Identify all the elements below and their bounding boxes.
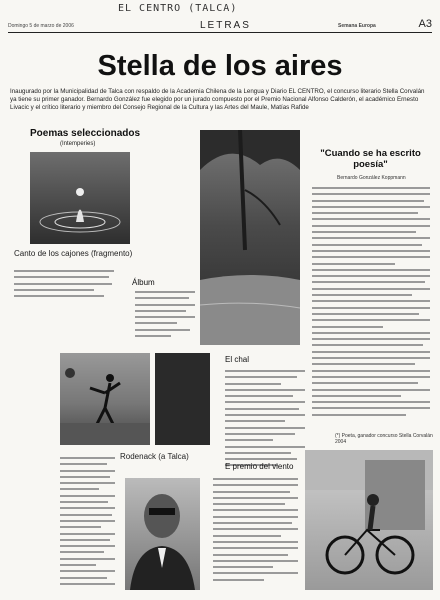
album-text [135, 291, 195, 341]
river-tree-photo [200, 130, 300, 345]
canto-caption: Canto de los cajones (fragmento) [14, 249, 133, 258]
rodenack-text [60, 457, 115, 589]
chal-text [225, 370, 305, 471]
premio-title: E premio del viento [225, 462, 294, 471]
tree-dark-photo [155, 353, 210, 445]
rodenack-caption: Rodenack (a Talca) [120, 452, 189, 461]
page-title: Stella de los aires [97, 50, 343, 82]
poet-portrait-photo [125, 478, 200, 590]
section-name: LETRAS [200, 20, 251, 31]
chal-title: El chal [225, 355, 250, 364]
right-column-byline: Bernardo González Koppmann [337, 175, 406, 181]
lead-paragraph: Inaugurado por la Municipalidad de Talca con respaldo de la Academia Chilena de la Lengua y Diario EL CENTRO, el concurso literario Stella Corvalán ya tiene su primer ganador. Bernardo González fue elegido por un jurado compuesto por el Premio Nacional Alfonso Calderón, el académico Ernesto Livacic y el crítico literario y miembro del Consejo Regional de la Cultura y las Artes del Maule, Matías Rafide [10, 88, 425, 112]
photo-credit-caption: (*) Poeta, ganador concurso Stella Corvalán 2004 [335, 433, 433, 445]
bicycle-photo [305, 450, 433, 590]
poems-heading: Poemas seleccionados [30, 128, 141, 139]
soccer-photo [60, 353, 150, 445]
poems-subheading: (Intemperies) [60, 141, 96, 147]
premio-text [213, 478, 298, 585]
page-number: A3 [418, 18, 432, 30]
date-line: Domingo 5 de marzo de 2006 [8, 23, 74, 29]
water-drop-photo [30, 152, 130, 244]
header-rule [8, 32, 432, 33]
section-right: Semana Europa [338, 23, 376, 29]
canto-text [14, 270, 114, 301]
right-column-title: "Cuando se ha escrito poesía" [320, 148, 421, 170]
handwritten-note: EL CENTRO (TALCA) [118, 3, 238, 14]
right-column-text [312, 187, 430, 420]
album-title: Álbum [132, 278, 155, 287]
